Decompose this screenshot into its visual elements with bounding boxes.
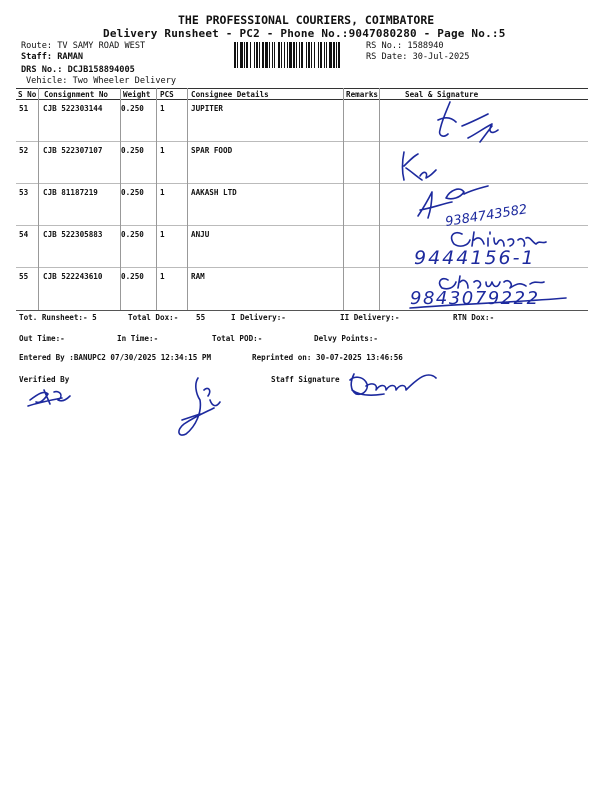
header-weight: Weight — [123, 90, 151, 99]
company-title: THE PROFESSIONAL COURIERS, COIMBATORE — [178, 13, 435, 27]
out-time: Out Time:- — [19, 334, 65, 343]
table-row-pcs: 1 — [160, 230, 165, 239]
rtn-dox: RTN Dox:- — [453, 313, 495, 322]
barcode-bar — [254, 42, 255, 68]
barcode-bar — [320, 42, 322, 68]
route-label: Route: TV SAMY ROAD WEST — [21, 41, 146, 51]
handwritten-signatures — [380, 86, 590, 310]
barcode-bar — [256, 42, 258, 68]
header-consignee: Consignee Details — [191, 90, 269, 99]
barcode-bar — [299, 42, 300, 68]
table-row-pcs: 1 — [160, 146, 165, 155]
table-row-sno: 55 — [19, 272, 29, 281]
barcode-image — [234, 42, 358, 68]
table-row-weight: 0.250 — [121, 188, 144, 197]
barcode-bar — [324, 42, 325, 68]
table-row-weight: 0.250 — [121, 104, 144, 113]
barcode-bar — [301, 42, 303, 68]
barcode-bar — [237, 42, 238, 68]
header-pcs: PCS — [160, 90, 174, 99]
column-divider — [343, 88, 344, 310]
barcode-bar — [338, 42, 340, 68]
staff-signature-label: Staff Signature — [271, 375, 340, 384]
barcode-bar — [281, 42, 282, 68]
footer-signatures — [0, 360, 600, 450]
barcode-bar — [265, 42, 268, 68]
table-row-sno: 54 — [19, 230, 29, 239]
table-row-consignee: JUPITER — [191, 104, 224, 113]
barcode-graphic — [234, 42, 358, 68]
table-row-consignee: AAKASH LTD — [191, 188, 237, 197]
table-row-pcs: 1 — [160, 104, 165, 113]
barcode-bar — [250, 42, 251, 68]
barcode-bar — [262, 42, 264, 68]
barcode-bar — [287, 42, 288, 68]
handwritten-phone-row-54: 9444156-1 — [414, 247, 536, 269]
rs-date: RS Date: 30-Jul-2025 — [366, 52, 470, 62]
table-row-consignment: CJB 522243610 — [43, 272, 103, 281]
barcode-bar — [274, 42, 275, 68]
handwritten-phone-row-53: 9384743582 — [444, 202, 529, 230]
table-row-consignee: RAM — [191, 272, 205, 281]
header-consignment: Consignment No — [44, 90, 109, 99]
barcode-bar — [246, 42, 248, 68]
barcode-bar — [259, 42, 260, 68]
table-row-sno: 53 — [19, 188, 29, 197]
barcode-bar — [234, 42, 236, 68]
barcode-bar — [293, 42, 295, 68]
table-row-weight: 0.250 — [121, 230, 144, 239]
verified-by-label: Verified By — [19, 375, 70, 384]
total-pod: Total POD:- — [212, 334, 263, 343]
barcode-bar — [284, 42, 285, 68]
header-seal-signature: Seal & Signature — [405, 90, 479, 99]
barcode-bar — [311, 42, 312, 68]
barcode-bar — [296, 42, 297, 68]
barcode-bar — [240, 42, 243, 68]
table-row-consignment: CJB 522303144 — [43, 104, 103, 113]
ii-delivery: II Delivery:- — [340, 313, 400, 322]
table-row-consignment: CJB 522307107 — [43, 146, 103, 155]
barcode-bar — [278, 42, 280, 68]
table-row-pcs: 1 — [160, 188, 165, 197]
in-time: In Time:- — [117, 334, 159, 343]
table-row-weight: 0.250 — [121, 272, 144, 281]
header-sno: S No — [18, 90, 37, 99]
barcode-bar — [326, 42, 327, 68]
barcode-bar — [318, 42, 319, 68]
column-divider — [38, 88, 39, 310]
column-divider — [156, 88, 157, 310]
total-dox-value: 55 — [196, 313, 206, 322]
drs-number: DRS No.: DCJB158894005 — [21, 65, 135, 75]
total-dox-label: Total Dox:- — [128, 313, 179, 322]
barcode-bar — [244, 42, 245, 68]
entered-by: Entered By :BANUPC2 07/30/2025 12:34:15 PM — [19, 353, 212, 362]
runsheet-subtitle: Delivery Runsheet - PC2 - Phone No.:9047080280 - Page No.:5 — [103, 27, 506, 40]
signature-row-51 — [438, 102, 498, 142]
delvy-points: Delvy Points:- — [314, 334, 379, 343]
signature-row-52 — [403, 152, 437, 180]
reprinted-on: Reprinted on: 30-07-2025 13:46:56 — [252, 353, 403, 362]
barcode-bar — [308, 42, 310, 68]
signature-row-54 — [452, 232, 546, 246]
verified-by-signature — [28, 390, 70, 406]
table-row-consignee: ANJU — [191, 230, 210, 239]
tot-runsheet: Tot. Runsheet:- 5 — [19, 313, 97, 322]
column-divider — [187, 88, 188, 310]
table-row-sno: 52 — [19, 146, 29, 155]
table-bottom-rule — [16, 310, 588, 311]
signature-row-55 — [440, 276, 544, 289]
table-row-sno: 51 — [19, 104, 29, 113]
table-row-consignee: SPAR FOOD — [191, 146, 233, 155]
staff-signature — [350, 374, 436, 395]
table-row-consignment: CJB 522305883 — [43, 230, 103, 239]
i-delivery: I Delivery:- — [231, 313, 286, 322]
table-row-pcs: 1 — [160, 272, 165, 281]
handwritten-phone-row-55: 9843079222 — [410, 288, 540, 309]
barcode-bar — [289, 42, 292, 68]
staff-label: Staff: RAMAN — [21, 52, 84, 62]
rs-number: RS No.: 1588940 — [366, 41, 444, 51]
barcode-bar — [272, 42, 273, 68]
barcode-bar — [269, 42, 270, 68]
header-remarks: Remarks — [346, 90, 379, 99]
barcode-bar — [333, 42, 335, 68]
barcode-bar — [336, 42, 337, 68]
table-row-consignment: CJB 81187219 — [43, 188, 98, 197]
barcode-bar — [306, 42, 307, 68]
barcode-bar — [314, 42, 315, 68]
middle-signature — [179, 378, 220, 435]
barcode-bar — [329, 42, 332, 68]
vehicle-label: Vehicle: Two Wheeler Delivery — [26, 76, 177, 86]
table-row-weight: 0.250 — [121, 146, 144, 155]
